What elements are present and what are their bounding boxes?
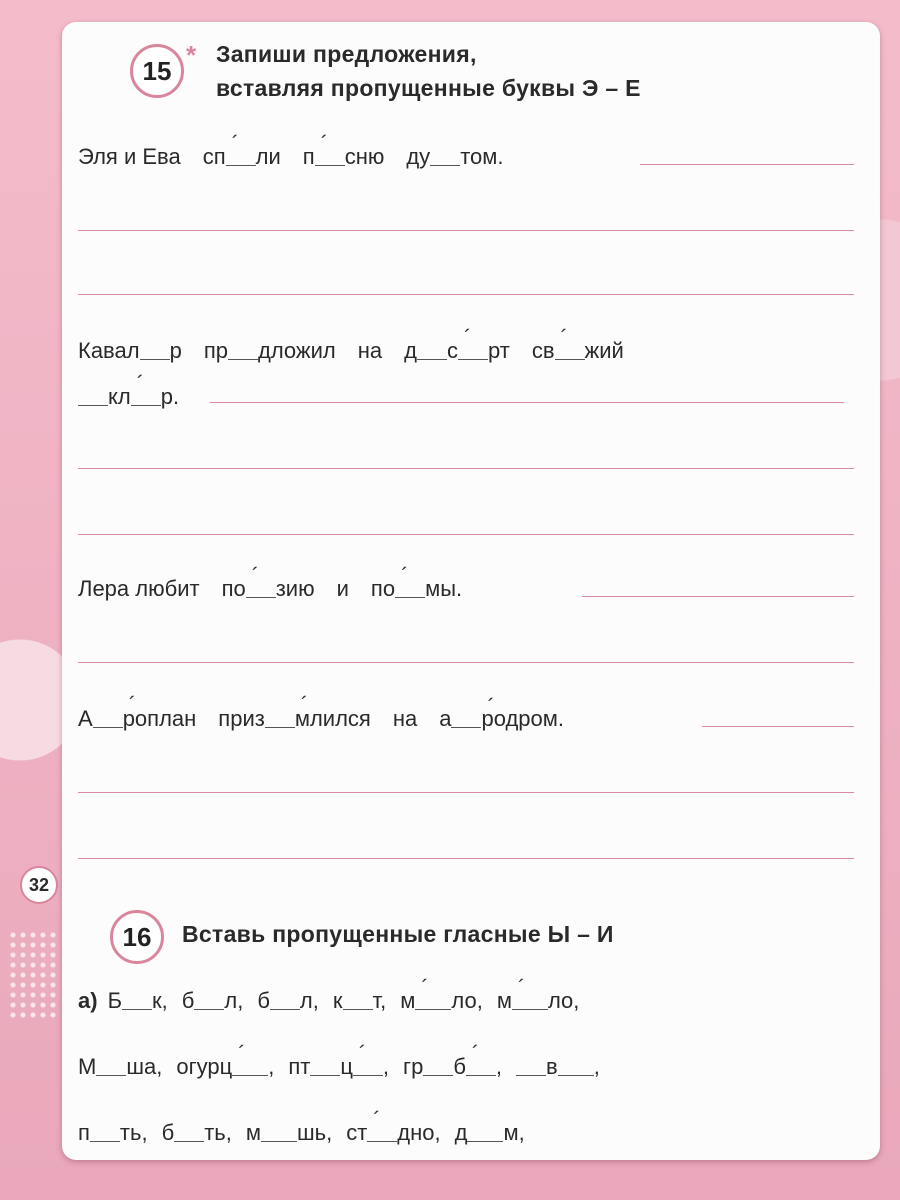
blank[interactable] [367,1119,397,1142]
answer-line[interactable] [78,792,854,793]
sentence-2: Кавал р пр дложил на д с´ рт св´ жий [78,336,856,366]
blank[interactable] [261,1119,297,1142]
blank[interactable] [466,1053,496,1076]
task-15-title-line1: Запиши предложения, [216,41,477,67]
blank[interactable] [555,337,585,360]
answer-line[interactable] [78,662,854,663]
blank[interactable] [467,1119,503,1142]
blank[interactable] [395,575,425,598]
sentence-2-cont: кл´ р. [78,382,856,412]
blank[interactable] [415,987,451,1010]
task-16-number: 16 [110,910,164,964]
blank[interactable] [315,143,345,166]
blank[interactable] [174,1119,204,1142]
blank[interactable] [516,1053,546,1076]
task-15-number: 15 [130,44,184,98]
task-16-title: Вставь пропущенные гласные Ы – И [182,921,614,947]
answer-line[interactable] [78,294,854,295]
blank[interactable] [90,1119,120,1142]
task-16-row-1: а) Б к, б л, б л, к т, м´ ло, м´ ло, [78,986,856,1016]
blank[interactable] [310,1053,340,1076]
answer-line[interactable] [78,230,854,231]
blank[interactable] [93,705,123,728]
answer-line[interactable] [640,164,854,165]
task-16-row-3: п ть, б ть, м шь, ст´ дно, д м, [78,1118,856,1148]
task-15-title-line2: вставляя пропущенные буквы Э – Е [216,75,641,101]
blank[interactable] [78,383,108,406]
page-number: 32 [20,866,58,904]
blank[interactable] [458,337,488,360]
blank[interactable] [353,1053,383,1076]
blank[interactable] [246,575,276,598]
blank[interactable] [140,337,170,360]
blank[interactable] [270,987,300,1010]
blank[interactable] [512,987,548,1010]
answer-line[interactable] [78,468,854,469]
blank[interactable] [423,1053,453,1076]
blank[interactable] [343,987,373,1010]
blank[interactable] [430,143,460,166]
blank[interactable] [232,1053,268,1076]
answer-line[interactable] [582,596,854,597]
answer-line[interactable] [78,534,854,535]
blank[interactable] [131,383,161,406]
blank[interactable] [558,1053,594,1076]
star-icon: * [186,40,197,70]
blank[interactable] [226,143,256,166]
blank[interactable] [228,337,258,360]
blank[interactable] [122,987,152,1010]
answer-line[interactable] [702,726,854,727]
blank[interactable] [96,1053,126,1076]
blank[interactable] [265,705,295,728]
decorative-dots [8,930,58,1020]
blank[interactable] [417,337,447,360]
answer-line[interactable] [210,402,844,403]
workbook-page [62,22,880,1160]
blank[interactable] [451,705,481,728]
sentence-4: А´ роплан приз´ млился на а´ родром. [78,704,856,734]
sentence-1: Эля и Ева сп´ ли п´ сню ду том. [78,142,856,172]
answer-line[interactable] [78,858,854,859]
sentence-3: Лера любит по´ зию и по´ мы. [78,574,856,604]
task-16-row-2: М ша, огурц´ , пт ц´ , гр б´ , в , [78,1052,856,1082]
blank[interactable] [194,987,224,1010]
